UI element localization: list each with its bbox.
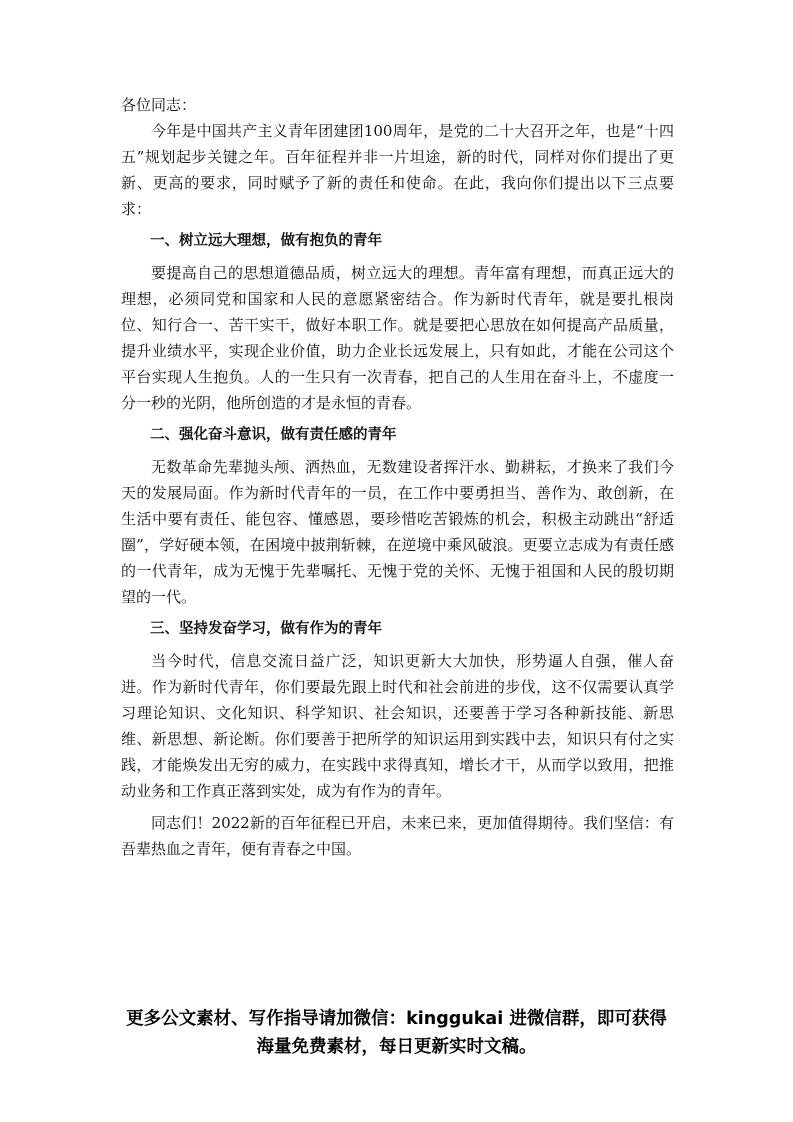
section-1-heading: 一、树立远大理想，做有抱负的青年	[150, 233, 382, 249]
salutation: 各位同志：	[121, 96, 197, 114]
section-2-heading: 二、强化奋斗意识，做有责任感的青年	[150, 427, 397, 443]
section-3-heading: 三、坚持发奋学习，做有作为的青年	[150, 621, 382, 637]
document-body	[121, 92, 674, 868]
footer-line-2: 海量免费素材，每日更新实时文稿。	[256, 1037, 537, 1057]
closing-paragraph: 同志们！2022新的百年征程已开启，未来已来，更加值得期待。我们坚信：有吾辈热血之青年，便有青春之中国。	[121, 814, 674, 858]
section-2-paragraph: 无数革命先辈抛头颅、洒热血，无数建设者挥汗水、勤耕耘，才换来了我们今天的发展局面。作为新时代青年的一员，在工作中要勇担当、善作为、敢创新，在生活中要有责任、能包容、懂感恩，要珍惜吃苦锻炼的机会，积极主动跳出“舒适圈”，学好硬本领，在困境中披荆斩棘，在逆境中乘风破浪。更要立志成为有责任感的一代青年，成为无愧于先辈嘱托、无愧于党的关怀、无愧于祖国和人民的殷切期望的一代。	[121, 458, 674, 606]
promo-footer	[110, 1005, 683, 1061]
intro-paragraph: 今年是中国共产主义青年团建团100周年，是党的二十大召开之年，也是“十四五”规划起步关键之年。百年征程并非一片坦途，新的时代，同样对你们提出了更新、更高的要求，同时赋予了新的责任和使命。在此，我向你们提出以下三点要求：	[121, 122, 674, 218]
section-1-paragraph: 要提高自己的思想道德品质，树立远大的理想。青年富有理想，而真正远大的理想，必须同党和国家和人民的意愿紧密结合。作为新时代青年，就是要扎根岗位、知行合一、苦干实干，做好本职工作。就是要把心思放在如何提高产品质量，提升业绩水平，实现企业价值，助力企业长远发展上，只有如此，才能在公司这个平台实现人生抱负。人的一生只有一次青春，把自己的人生用在奋斗上，不虚度一分一秒的光阴，他所创造的才是永恒的青春。	[121, 264, 674, 412]
footer-line-1: 更多公文素材、写作指导请加微信：kinggukai 进微信群，即可获得	[126, 1009, 667, 1029]
section-3-paragraph: 当今时代，信息交流日益广泛，知识更新大大加快，形势逼人自强，催人奋进。作为新时代青年，你们要最先跟上时代和社会前进的步伐，这不仅需要认真学习理论知识、文化知识、科学知识、社会知识，还要善于学习各种新技能、新思维、新思想、新论断。你们要善于把所学的知识运用到实践中去，知识只有付之实践，才能焕发出无穷的威力，在实践中求得真知，增长才干，从而学以致用，把推动业务和工作真正落到实处，成为有作为的青年。	[121, 652, 674, 800]
